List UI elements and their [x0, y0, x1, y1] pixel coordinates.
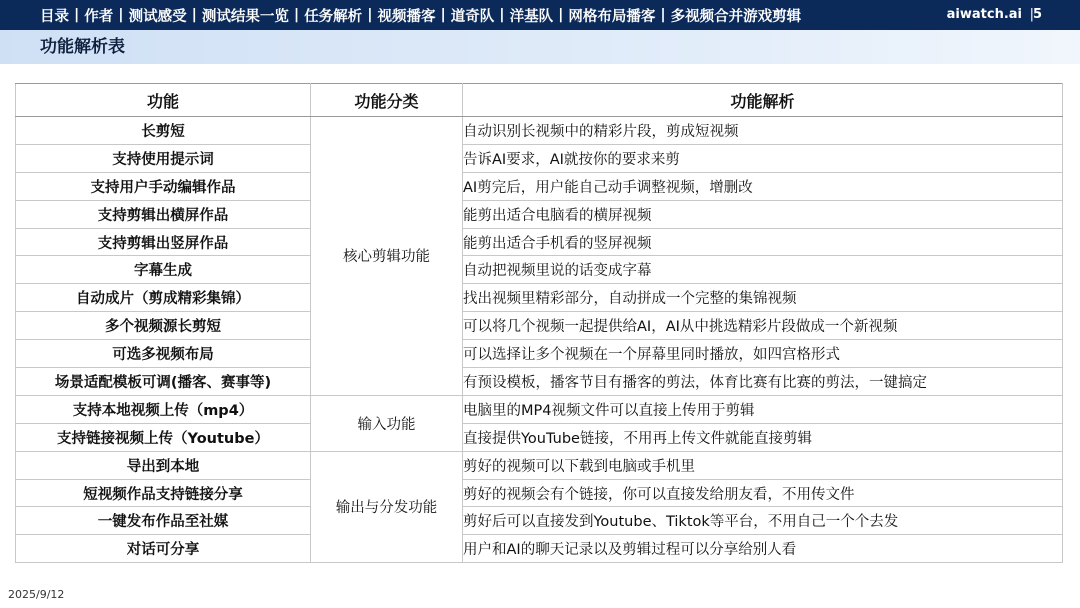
description-cell: 能剪出适合电脑看的横屏视频 [463, 200, 1063, 228]
header-description: 功能解析 [463, 84, 1063, 117]
description-cell: 可以选择让多个视频在一个屏幕里同时播放，如四宫格形式 [463, 340, 1063, 368]
table-header-row [16, 84, 1063, 117]
table-row [16, 256, 1063, 284]
nav-separator: | [367, 7, 373, 23]
table-row [16, 144, 1063, 172]
nav-item-results[interactable]: 测试结果一览 [201, 8, 289, 25]
nav-separator: | [74, 7, 80, 23]
description-cell: 电脑里的MP4视频文件可以直接上传用于剪辑 [463, 395, 1063, 423]
page-number: 5 [1032, 7, 1042, 22]
feature-cell: 对话可分享 [16, 535, 311, 563]
description-cell: 直接提供YouTube链接，不用再上传文件就能直接剪辑 [463, 423, 1063, 451]
table-row [16, 228, 1063, 256]
description-cell: 剪好后可以直接发到Youtube、Tiktok等平台，不用自己一个个去发 [463, 507, 1063, 535]
feature-cell: 多个视频源长剪短 [16, 312, 311, 340]
category-cell-input: 输入功能 [311, 395, 463, 451]
category-cell-output: 输出与分发功能 [311, 451, 463, 563]
description-cell: 用户和AI的聊天记录以及剪辑过程可以分享给别人看 [463, 535, 1063, 563]
table-row [16, 117, 1063, 145]
table-row [16, 507, 1063, 535]
description-cell: 可以将几个视频一起提供给AI，AI从中挑选精彩片段做成一个新视频 [463, 312, 1063, 340]
description-cell: 有预设模板，播客节目有播客的剪法，体育比赛有比赛的剪法，一键搞定 [463, 368, 1063, 396]
nav-item-video-podcast[interactable]: 视频播客 [377, 8, 436, 25]
feature-cell: 支持剪辑出横屏作品 [16, 200, 311, 228]
description-cell: 自动识别长视频中的精彩片段，剪成短视频 [463, 117, 1063, 145]
table-row [16, 451, 1063, 479]
description-cell: 能剪出适合手机看的竖屏视频 [463, 228, 1063, 256]
top-nav-bar [0, 0, 1080, 30]
table-row [16, 340, 1063, 368]
nav-separator: | [440, 7, 446, 23]
table-row [16, 535, 1063, 563]
feature-cell: 自动成片（剪成精彩集锦） [16, 284, 311, 312]
nav-item-impressions[interactable]: 测试感受 [128, 8, 187, 25]
table-row [16, 395, 1063, 423]
description-cell: 剪好的视频会有个链接，你可以直接发给朋友看，不用传文件 [463, 479, 1063, 507]
description-cell: 剪好的视频可以下载到电脑或手机里 [463, 451, 1063, 479]
nav-separator: | [499, 7, 505, 23]
table-row [16, 368, 1063, 396]
nav-item-dodgers[interactable]: 道奇队 [450, 8, 495, 25]
table-row [16, 423, 1063, 451]
feature-cell: 支持本地视频上传（mp4） [16, 395, 311, 423]
description-cell: AI剪完后，用户能自己动手调整视频，增删改 [463, 172, 1063, 200]
description-cell: 自动把视频里说的话变成字幕 [463, 256, 1063, 284]
nav-separator: | [660, 7, 666, 23]
nav-separator: | [118, 7, 124, 23]
nav-separator: | [191, 7, 197, 23]
table-row [16, 479, 1063, 507]
feature-cell: 一键发布作品至社媒 [16, 507, 311, 535]
feature-cell: 字幕生成 [16, 256, 311, 284]
feature-cell: 导出到本地 [16, 451, 311, 479]
brand-label: aiwatch.ai [946, 7, 1022, 22]
nav-separator: | [558, 7, 564, 23]
feature-cell: 支持剪辑出竖屏作品 [16, 228, 311, 256]
feature-cell: 短视频作品支持链接分享 [16, 479, 311, 507]
feature-cell: 支持用户手动编辑作品 [16, 172, 311, 200]
header-category: 功能分类 [311, 84, 463, 117]
nav-item-multi-video-game[interactable]: 多视频合并游戏剪辑 [670, 8, 802, 25]
nav-item-task-analysis[interactable]: 任务解析 [304, 8, 363, 25]
feature-table [15, 83, 1063, 563]
table-row [16, 172, 1063, 200]
description-cell: 找出视频里精彩部分，自动拼成一个完整的集锦视频 [463, 284, 1063, 312]
nav-item-toc[interactable]: 目录 [40, 8, 69, 25]
description-cell: 告诉AI要求，AI就按你的要求来剪 [463, 144, 1063, 172]
slide-date: 2025/9/12 [8, 588, 65, 601]
nav-item-author[interactable]: 作者 [84, 8, 114, 25]
table-row [16, 312, 1063, 340]
header-feature: 功能 [16, 84, 311, 117]
page-title: 功能解析表 [0, 30, 1080, 64]
feature-cell: 长剪短 [16, 117, 311, 145]
table-row [16, 284, 1063, 312]
feature-cell: 支持使用提示词 [16, 144, 311, 172]
feature-cell: 支持链接视频上传（Youtube） [16, 423, 311, 451]
feature-cell: 场景适配模板可调(播客、赛事等) [16, 368, 311, 396]
nav-item-grid-podcast[interactable]: 网格布局播客 [568, 8, 656, 25]
nav-separator: | [293, 7, 300, 23]
page-separator: | [1029, 7, 1034, 22]
table-row [16, 200, 1063, 228]
feature-cell: 可选多视频布局 [16, 340, 311, 368]
category-cell-core: 核心剪辑功能 [311, 117, 463, 396]
section-nav [0, 5, 801, 26]
nav-item-yankees[interactable]: 洋基队 [509, 8, 554, 25]
